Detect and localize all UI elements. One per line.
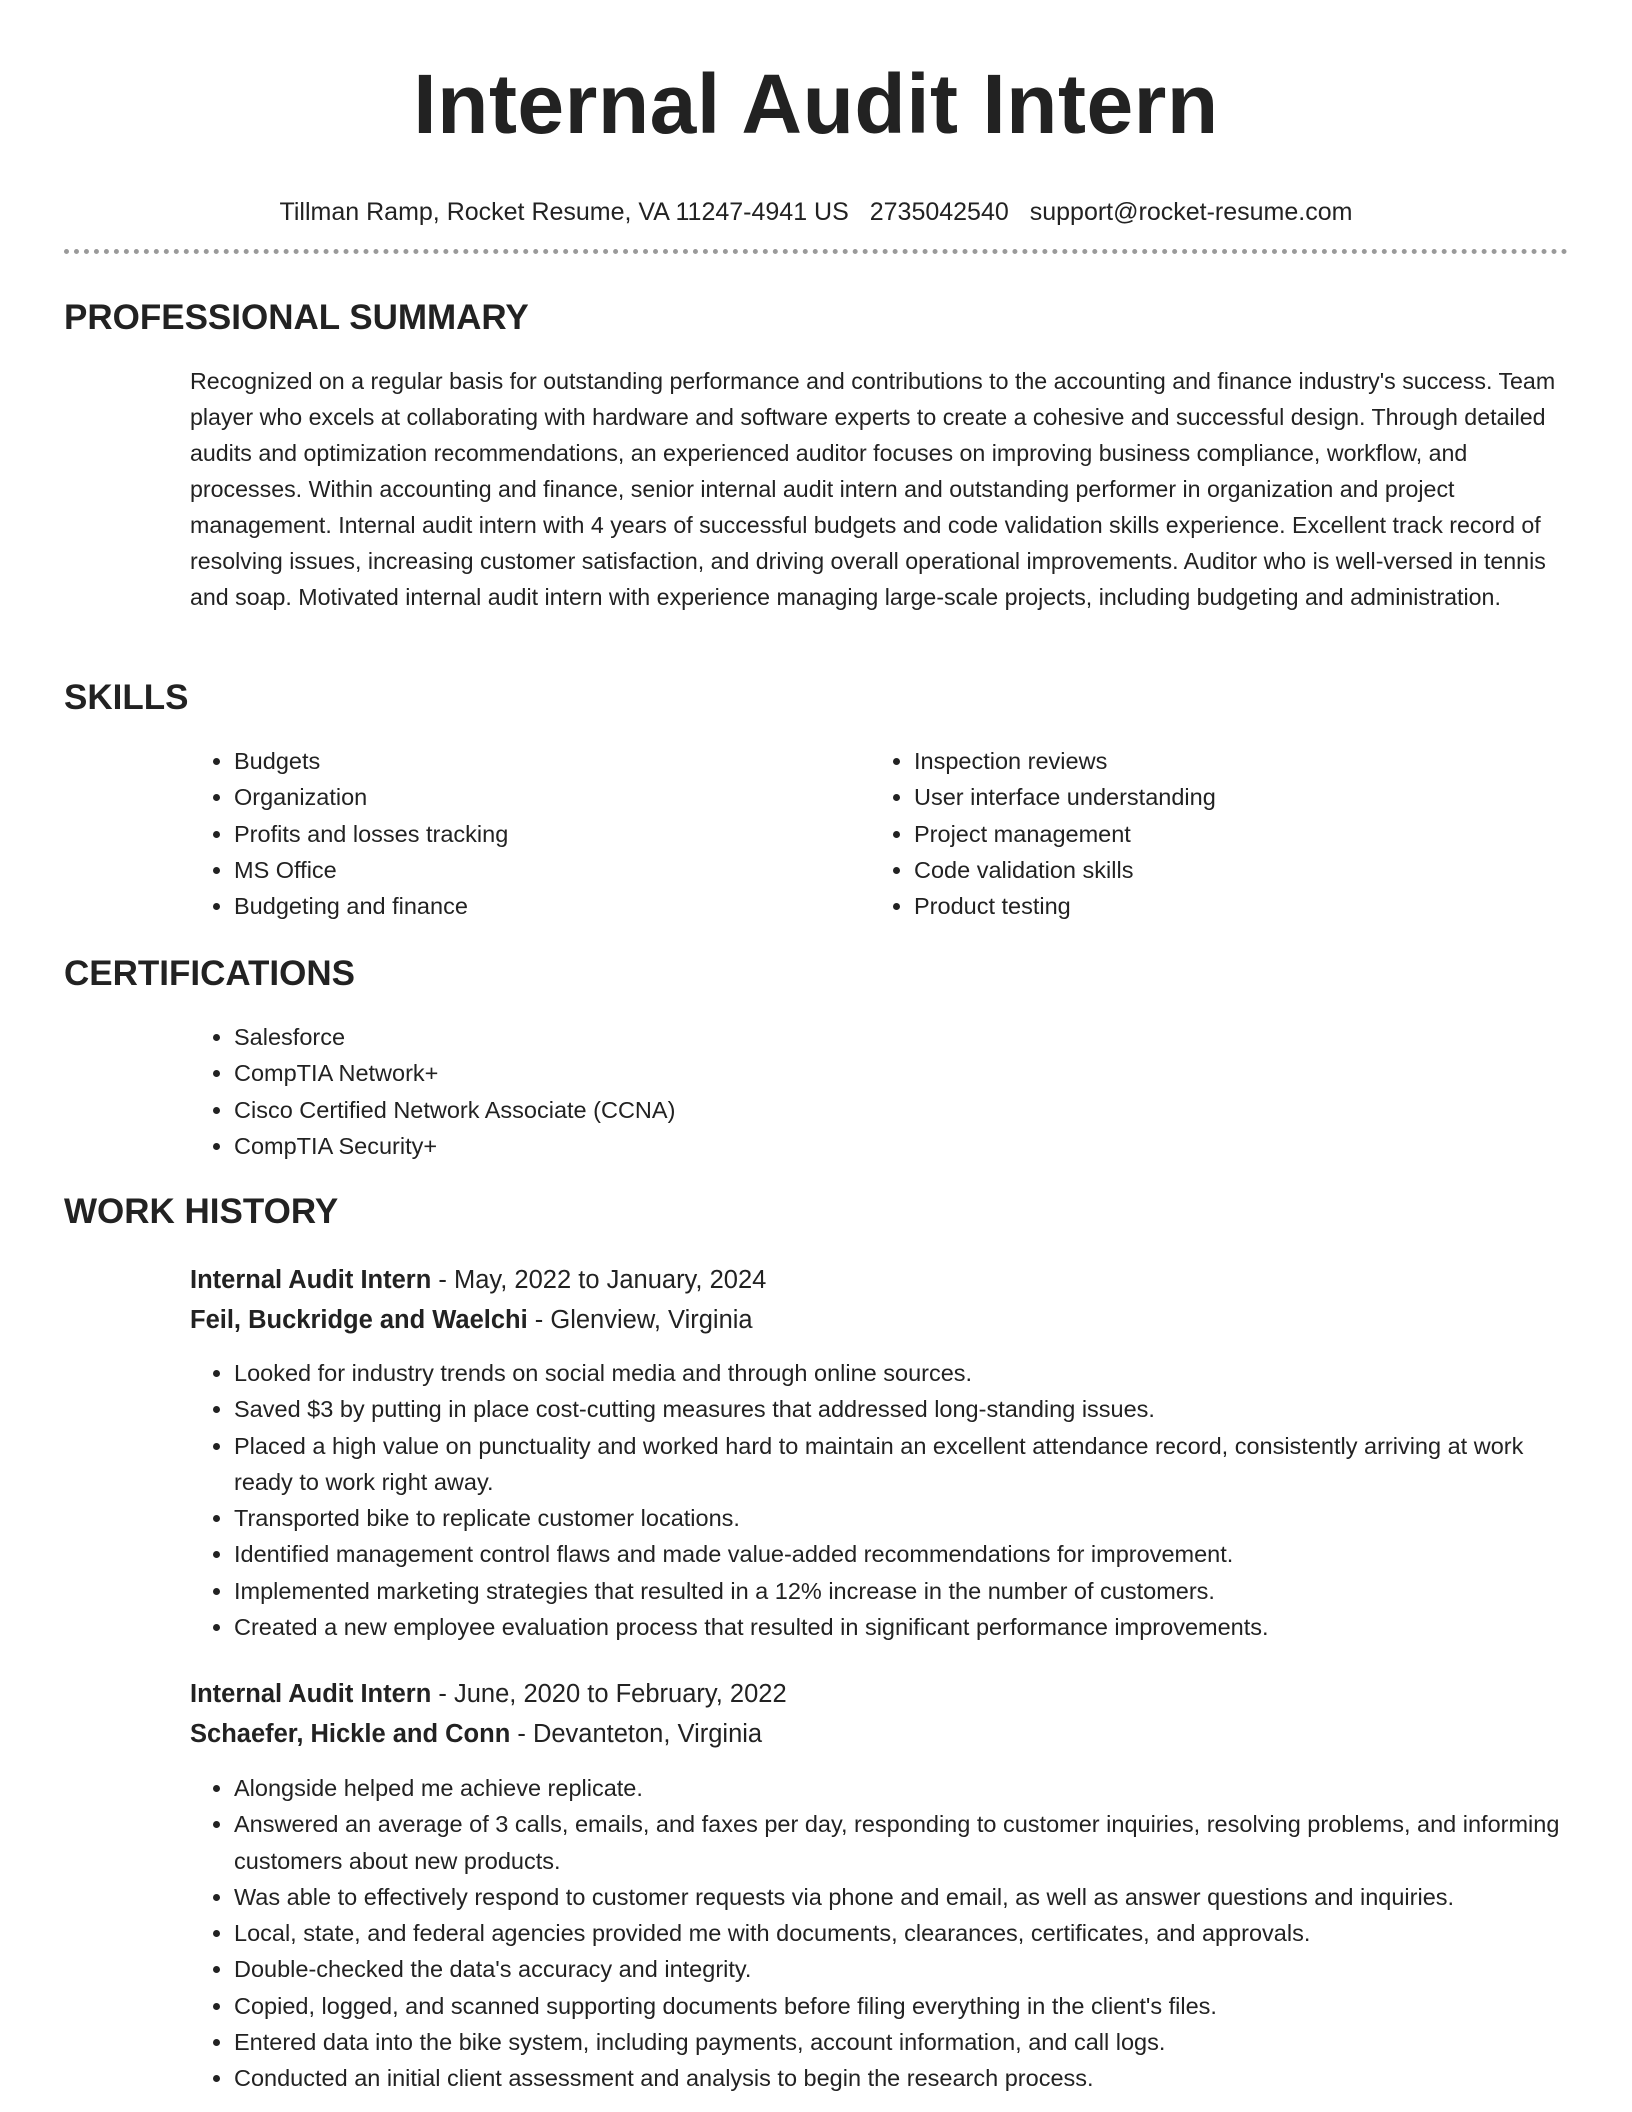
skill-item: • Organization	[234, 779, 830, 815]
job-company: Schaefer, Hickle and Conn	[190, 1720, 511, 1748]
certification-item: • CompTIA Network+	[234, 1055, 1190, 1091]
skill-item: • Code validation skills	[914, 852, 1510, 888]
duty-item: • Implemented marketing strategies that resulted in a 12% increase in the number of customers.	[234, 1573, 1568, 1609]
skill-item: • Profits and losses tracking	[234, 816, 830, 852]
job-location: - Glenview, Virginia	[527, 1306, 753, 1334]
duty-item: • Double-checked the data's accuracy and integrity.	[234, 1951, 1568, 1987]
header-divider	[64, 249, 1568, 254]
summary-text: Recognized on a regular basis for outstanding performance and contributions to the accounting and finance industry's success. Team player who excels at collaborating with hardware and software experts to create a cohesive and successful design. Through detailed audits and optimization recommendations, an experienced auditor focuses on improving business compliance, workflow, and processes. Within accounting and finance, senior internal audit intern and outstanding performer in organization and project management. Internal audit intern with 4 years of successful budgets and code validation skills experience. Excellent track record of resolving issues, increasing customer satisfaction, and driving overall operational improvements. Auditor who is well-versed in tennis and soap. Motivated internal audit intern with experience managing large-scale projects, including budgeting and administration.	[190, 368, 1556, 610]
job-duties	[190, 1770, 1568, 2097]
duty-item: • Looked for industry trends on social media and through online sources.	[234, 1355, 1568, 1391]
certifications-list	[190, 1019, 1190, 1164]
job-company: Feil, Buckridge and Waelchi	[190, 1306, 528, 1334]
duty-item: • Entered data into the bike system, including payments, account information, and call logs.	[234, 2024, 1568, 2060]
skill-item: • Inspection reviews	[914, 743, 1510, 779]
job-dates: - June, 2020 to February, 2022	[431, 1680, 787, 1708]
skills-heading: SKILLS	[64, 678, 189, 717]
skills-left-list	[190, 743, 830, 924]
certifications-heading: CERTIFICATIONS	[64, 954, 356, 993]
job-company-line	[190, 1300, 753, 1340]
work-history-heading: WORK HISTORY	[64, 1192, 339, 1231]
resume-title: Internal Audit Intern	[413, 57, 1219, 151]
certification-item: • Salesforce	[234, 1019, 1190, 1055]
certifications-block	[190, 1019, 1190, 1164]
job-title: Internal Audit Intern	[190, 1680, 432, 1708]
duty-item: • Transported bike to replicate customer locations.	[234, 1500, 1568, 1536]
skill-item: • Budgeting and finance	[234, 888, 830, 924]
skill-item: • MS Office	[234, 852, 830, 888]
resume-page	[64, 0, 1568, 2092]
contact-phone: 2735042540	[869, 198, 1009, 226]
skill-item: • Product testing	[914, 888, 1510, 924]
duty-item: • Saved $3 by putting in place cost-cutting measures that addressed long-standing issues.	[234, 1391, 1568, 1427]
contact-email: support@rocket-resume.com	[1029, 198, 1353, 226]
skill-item: • Budgets	[234, 743, 830, 779]
job-title: Internal Audit Intern	[190, 1266, 432, 1294]
summary-heading: PROFESSIONAL SUMMARY	[64, 298, 529, 337]
skills-right-list	[870, 743, 1510, 924]
job-company-line	[190, 1714, 762, 1754]
job-title-line	[190, 1674, 787, 1714]
job-duties-list	[190, 1770, 1568, 2097]
contact-address: Tillman Ramp, Rocket Resume, VA 11247-4941 US	[279, 198, 849, 226]
skill-item: • Project management	[914, 816, 1510, 852]
duty-item: • Placed a high value on punctuality and worked hard to maintain an excellent attendance record, consistently arriving at work ready to work right away.	[234, 1428, 1568, 1501]
job-title-line	[190, 1260, 766, 1300]
duty-item: • Local, state, and federal agencies provided me with documents, clearances, certificates, and approvals.	[234, 1915, 1568, 1951]
job-duties-list	[190, 1355, 1568, 1645]
duty-item: • Copied, logged, and scanned supporting documents before filing everything in the client's files.	[234, 1988, 1568, 2024]
duty-item: • Was able to effectively respond to customer requests via phone and email, as well as answer questions and inquiries.	[234, 1879, 1568, 1915]
duty-item: • Created a new employee evaluation process that resulted in significant performance improvements.	[234, 1609, 1568, 1645]
job-location: - Devanteton, Virginia	[510, 1720, 763, 1748]
duty-item: • Conducted an initial client assessment and analysis to begin the research process.	[234, 2060, 1568, 2096]
contact-line	[64, 196, 1568, 228]
certification-item: • Cisco Certified Network Associate (CCNA)	[234, 1092, 1190, 1128]
duty-item: • Answered an average of 3 calls, emails, and faxes per day, responding to customer inquiries, resolving problems, and informing customers about new products.	[234, 1806, 1568, 1879]
job-duties	[190, 1355, 1568, 1645]
skills-left-column	[190, 743, 830, 924]
duty-item: • Alongside helped me achieve replicate.	[234, 1770, 1568, 1806]
skills-right-column	[870, 743, 1510, 924]
certification-item: • CompTIA Security+	[234, 1128, 1190, 1164]
duty-item: • Identified management control flaws and made value-added recommendations for improvement.	[234, 1536, 1568, 1572]
job-dates: - May, 2022 to January, 2024	[431, 1266, 767, 1294]
skill-item: • User interface understanding	[914, 779, 1510, 815]
